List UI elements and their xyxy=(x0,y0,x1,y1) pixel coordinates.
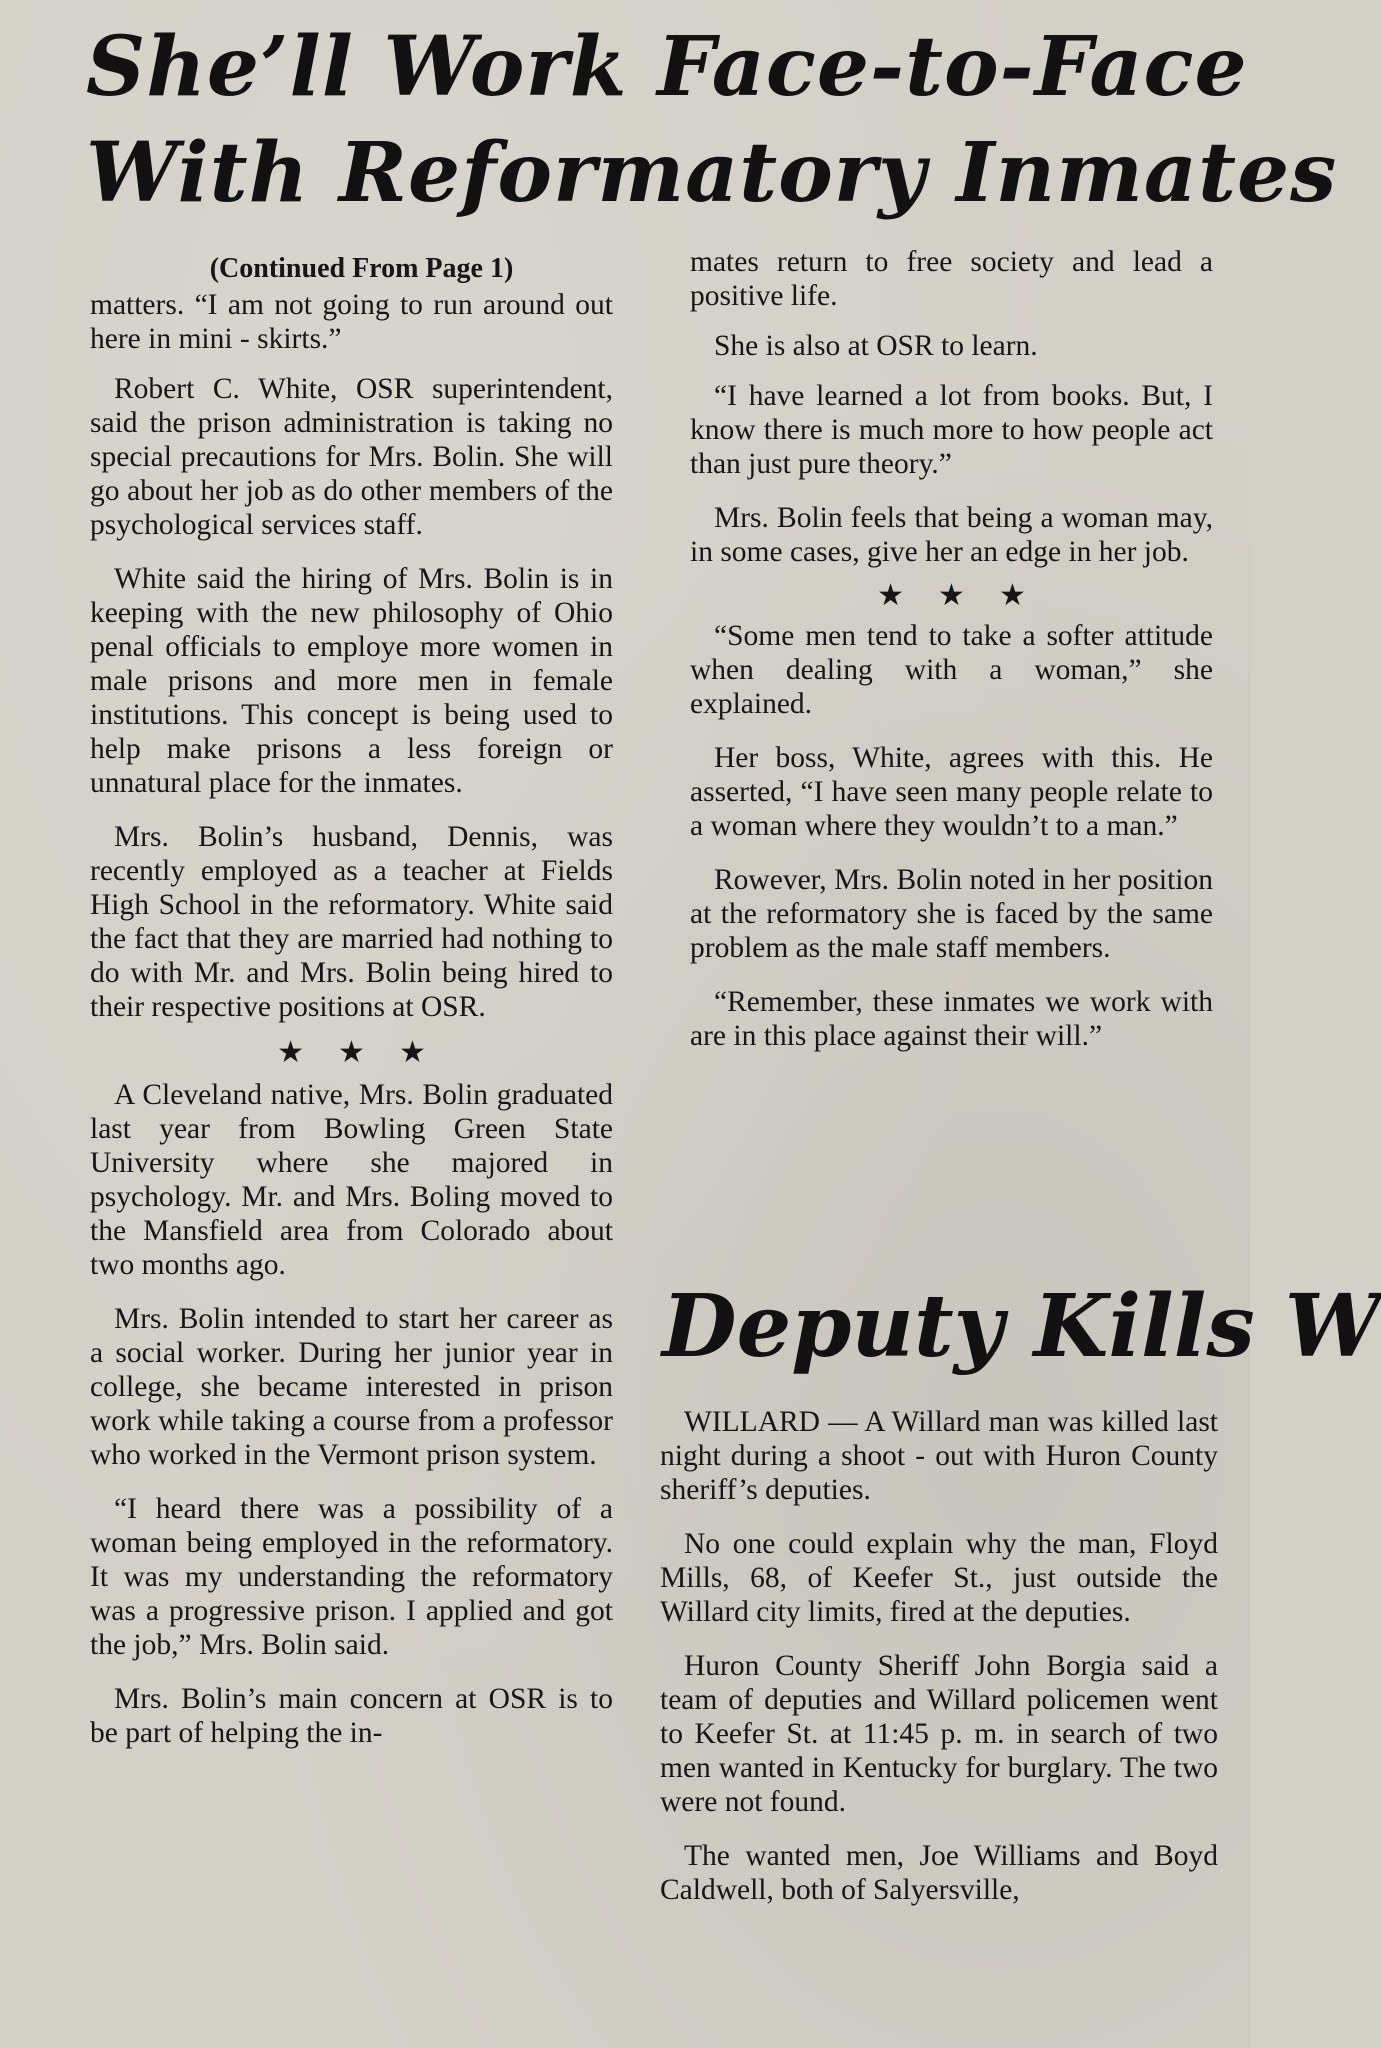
headline-line-1: She’ll Work Face-to-Face xyxy=(86,19,1248,115)
paragraph: The wanted men, Joe Williams and Boyd Caldwell, both of Salyersville, xyxy=(660,1840,1218,1906)
paragraph: matters. “I am not going to run around out here in mini - skirts.” xyxy=(90,289,613,355)
right-column xyxy=(690,245,1213,1073)
left-column xyxy=(90,252,613,1770)
paragraph: Mrs. Bolin’s main concern at OSR is to be part of helping the in- xyxy=(90,1683,613,1749)
paragraph: Her boss, White, agrees with this. He asserted, “I have seen many people relate to a woman where they wouldn’t to a man.” xyxy=(690,742,1213,842)
paragraph: “Some men tend to take a softer attitude when dealing with a woman,” she explained. xyxy=(690,620,1213,720)
paragraph: Robert C. White, OSR superintendent, said the prison administration is taking no special precautions for Mrs. Bolin. She will go about her job as do other members of the psychological services staff. xyxy=(90,373,613,541)
main-headline xyxy=(86,14,1338,226)
paragraph: She is also at OSR to learn. xyxy=(714,330,1038,362)
second-story-headline: Deputy Kills W xyxy=(662,1276,1381,1377)
paragraph: “I have learned a lot from books. But, I know there is much more to how people act than just pure theory.” xyxy=(690,380,1213,480)
continued-label: (Continued From Page 1) xyxy=(209,253,514,284)
paragraph: Huron County Sheriff John Borgia said a team of deputies and Willard policemen went to Keefer St. at 11:45 p. m. in search of two men wanted in Kentucky for burglary. The two were not found. xyxy=(660,1650,1218,1818)
paragraph: mates return to free society and lead a positive life. xyxy=(690,246,1213,312)
paragraph: Mrs. Bolin intended to start her career as a social worker. During her junior year in college, she became interested in prison work while taking a course from a professor who worked in the Vermont prison system. xyxy=(90,1303,613,1471)
paragraph: A Cleveland native, Mrs. Bolin graduated last year from Bowling Green State University where she majored in psychology. Mr. and Mrs. Boling moved to the Mansfield area from Colorado about two months ago. xyxy=(90,1079,613,1281)
paragraph: “Remember, these inmates we work with are in this place against their will.” xyxy=(690,986,1213,1052)
section-stars-divider: ★★★ xyxy=(877,579,1060,612)
paragraph: Mrs. Bolin feels that being a woman may, in some cases, give her an edge in her job. xyxy=(690,502,1213,568)
paragraph: WILLARD — A Willard man was killed last night during a shoot - out with Huron County sheriff’s deputies. xyxy=(660,1406,1218,1506)
paragraph: Rowever, Mrs. Bolin noted in her position at the reformatory she is faced by the same problem as the male staff members. xyxy=(690,864,1213,964)
paragraph: White said the hiring of Mrs. Bolin is in keeping with the new philosophy of Ohio penal officials to employe more women in male prisons and more men in female institutions. This concept is being used to help make prisons a less foreign or unnatural place for the inmates. xyxy=(90,563,613,799)
second-story-body xyxy=(660,1405,1218,1927)
paragraph: “I heard there was a possibility of a woman being employed in the reformatory. It was my understanding the reformatory was a progressive prison. I applied and got the job,” Mrs. Bolin said. xyxy=(90,1493,613,1661)
paragraph: Mrs. Bolin’s husband, Dennis, was recently employed as a teacher at Fields High School in the reformatory. White said the fact that they are married had nothing to do with Mr. and Mrs. Bolin being hired to their respective positions at OSR. xyxy=(90,821,613,1023)
section-stars-divider: ★★★ xyxy=(277,1036,460,1069)
paragraph: No one could explain why the man, Floyd Mills, 68, of Keefer St., just outside the Willard city limits, fired at the deputies. xyxy=(660,1528,1218,1628)
headline-line-2: With Reformatory Inmates xyxy=(86,125,1338,221)
